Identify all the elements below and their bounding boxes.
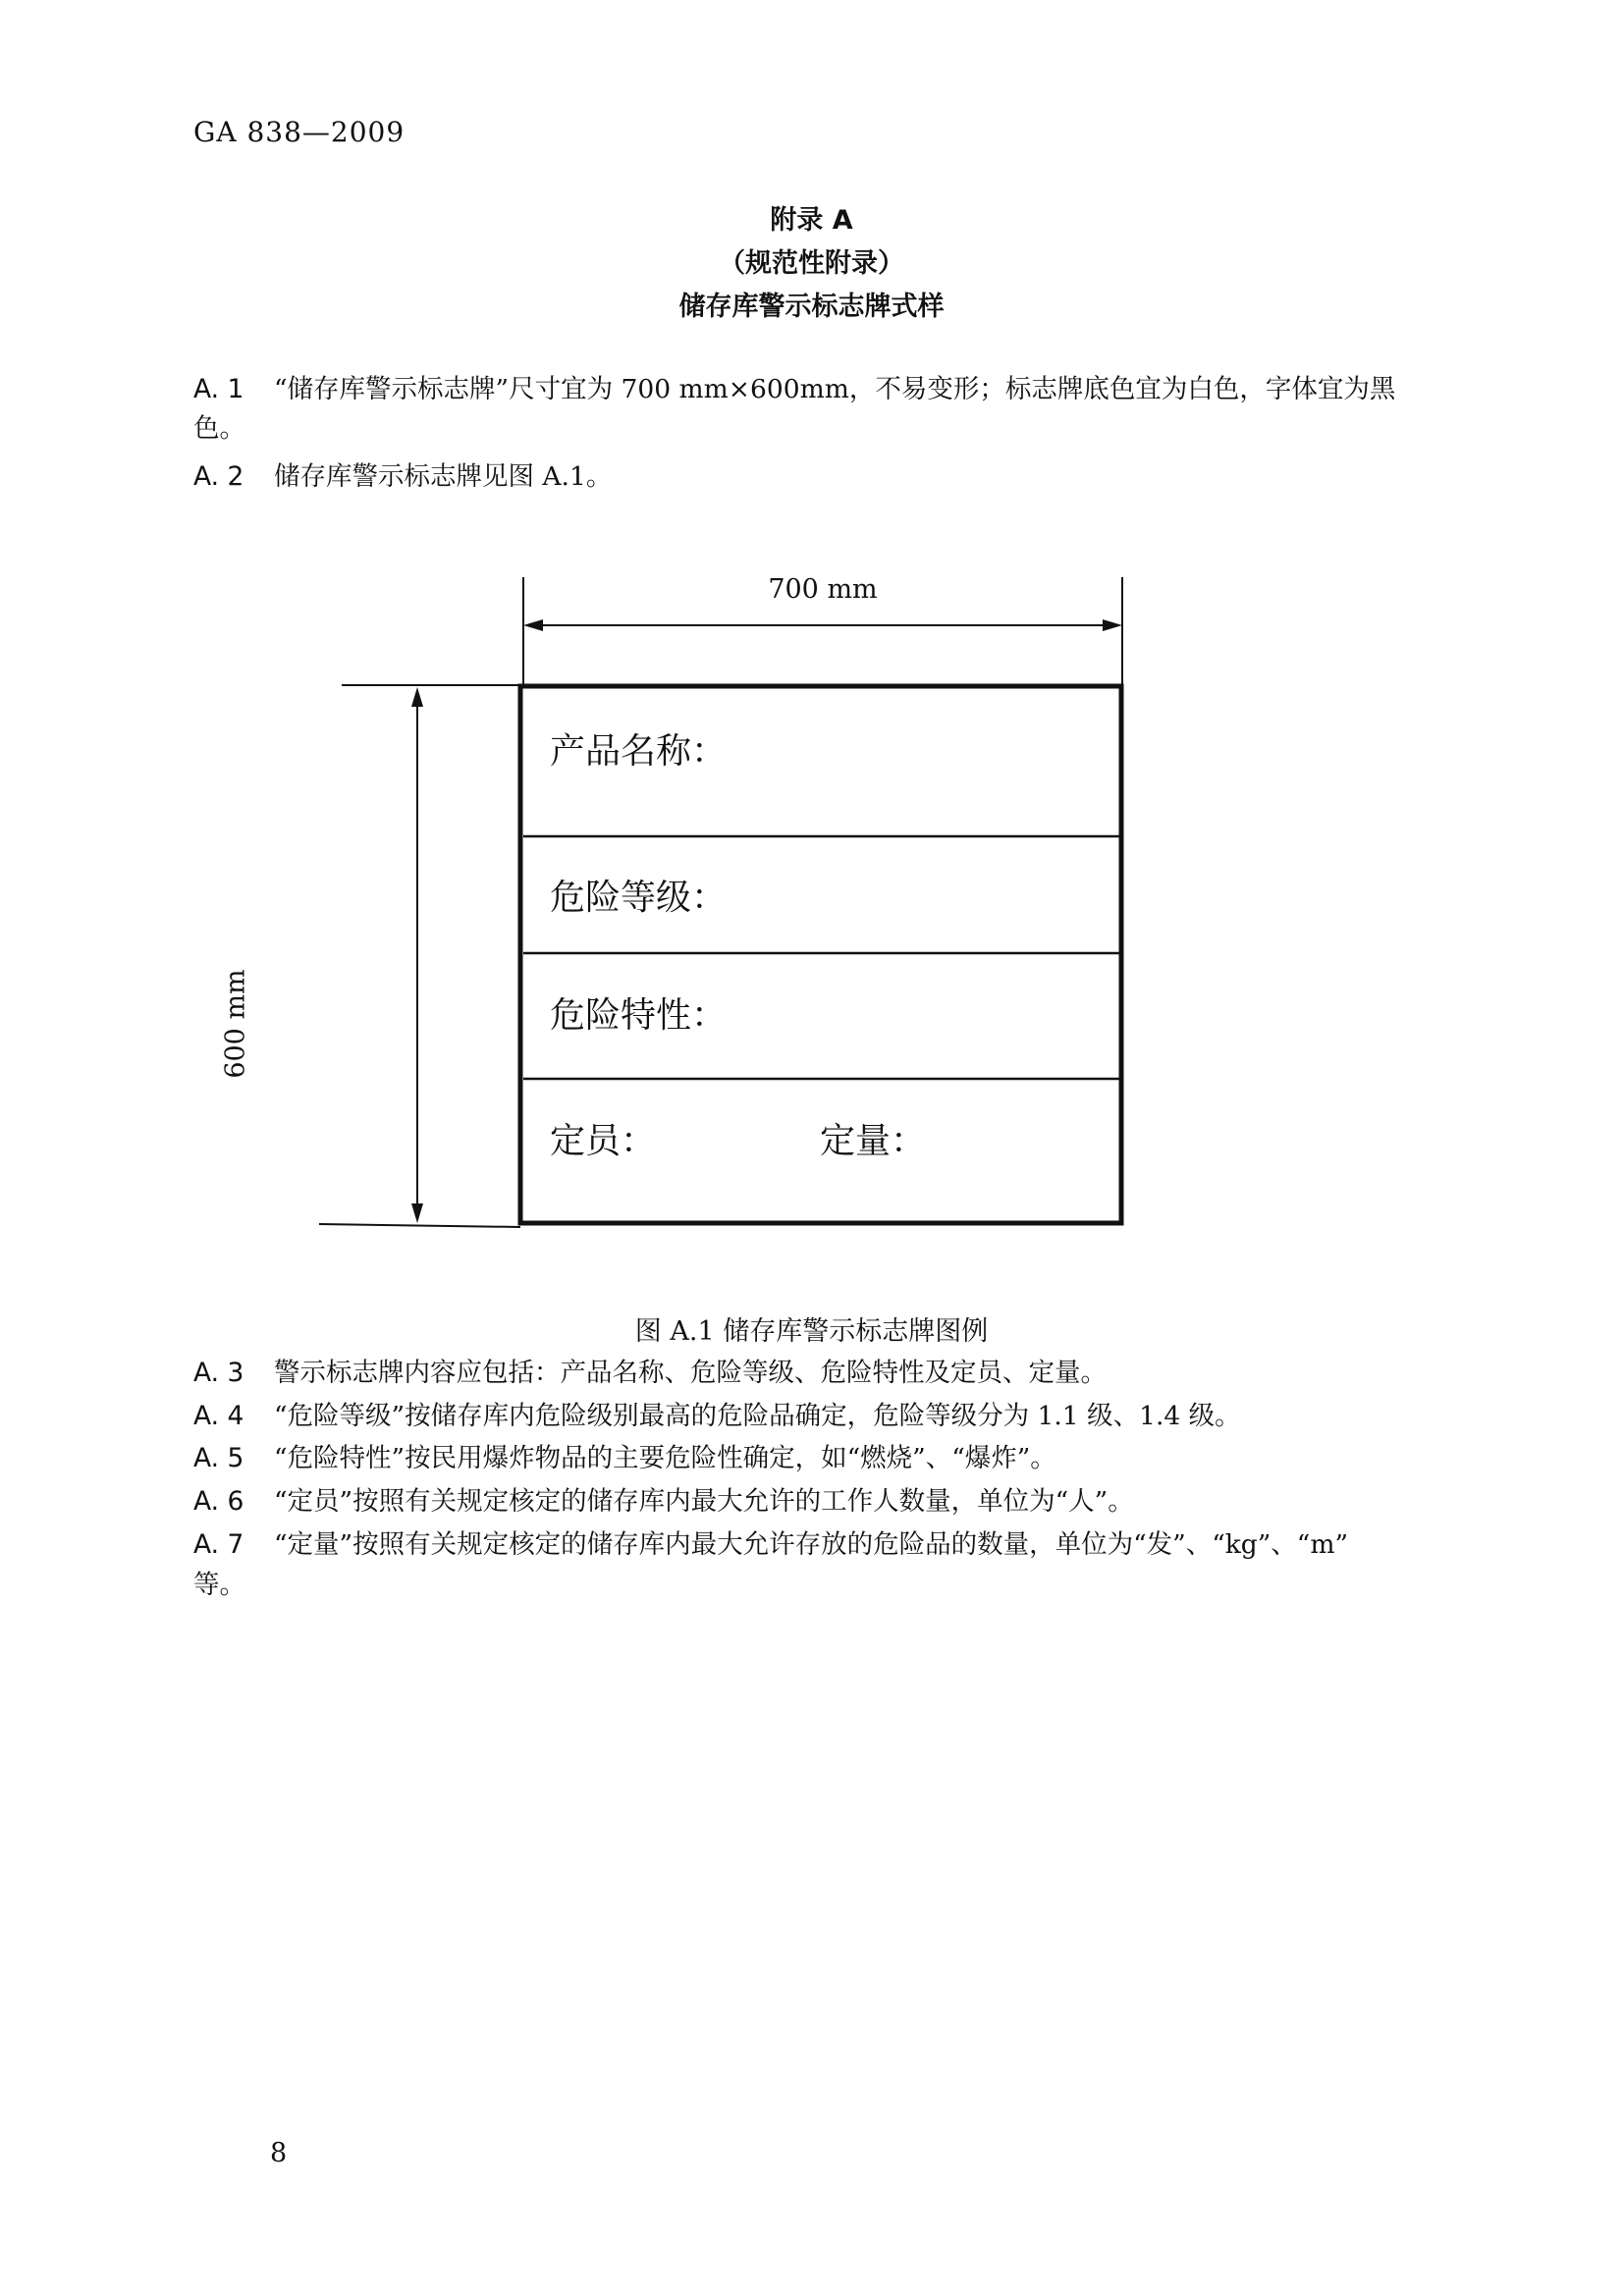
clause-text: “定员”按照有关规定核定的储存库内最大允许的工作人数量，单位为“人”。 <box>274 1486 1134 1517</box>
standard-code: GA 838—2009 <box>193 116 406 148</box>
clause-number: A. 5 <box>193 1443 244 1473</box>
appendix-title: 附录 A <box>770 205 853 236</box>
clause-text: 警示标志牌内容应包括：产品名称、危险等级、危险特性及定员、定量。 <box>274 1358 1107 1388</box>
appendix-nature: （规范性附录） <box>719 248 904 279</box>
height-label-text: 600 mm <box>220 969 251 1079</box>
sign-staff-quota: 定员： <box>550 1121 657 1161</box>
clause-a6 <box>193 1482 1134 1522</box>
clause-number: A. 6 <box>193 1486 244 1517</box>
arrowhead-right <box>1103 619 1122 631</box>
height-extension-bottom <box>319 1224 520 1227</box>
clause-a7-continuation: 等。 <box>193 1570 245 1600</box>
clause-a3 <box>193 1354 1107 1393</box>
clause-a7 <box>193 1525 1348 1565</box>
sign-product-name: 产品名称： <box>550 731 728 772</box>
clause-number: A. 7 <box>193 1529 244 1560</box>
clause-text: “危险等级”按储存库内危险级别最高的危险品确定，危险等级分为 1.1 级、1.4 级。 <box>274 1401 1241 1431</box>
clause-a4 <box>193 1397 1241 1436</box>
arrowhead-up <box>411 687 423 707</box>
sign-hazard-level: 危险等级： <box>550 878 728 918</box>
width-label: 700 mm <box>768 574 878 605</box>
clause-text: “定量”按照有关规定核定的储存库内最大允许存放的危险品的数量，单位为“发”、“kg”、“m” <box>274 1529 1349 1560</box>
clause-number: A. 4 <box>193 1401 244 1431</box>
clause-number: A. 2 <box>193 461 244 492</box>
appendix-subject: 储存库警示标志牌式样 <box>678 292 945 322</box>
clause-a1-continuation: 色。 <box>193 413 245 444</box>
page-number: 8 <box>270 2138 288 2168</box>
clause-number: A. 3 <box>193 1358 244 1388</box>
arrowhead-down <box>411 1203 423 1223</box>
arrowhead-left <box>523 619 543 631</box>
sign-hazard-characteristic: 危险特性： <box>550 995 728 1036</box>
clause-a5 <box>193 1439 1056 1478</box>
clause-text: 储存库警示标志牌见图 A.1。 <box>274 461 613 492</box>
figure-caption: 图 A.1 储存库警示标志牌图例 <box>634 1316 989 1347</box>
clause-text: “危险特性”按民用爆炸物品的主要危险性确定，如“燃烧”、“爆炸”。 <box>274 1443 1056 1473</box>
clause-text: “储存库警示标志牌”尺寸宜为 700 mm×600mm，不易变形；标志牌底色宜为白色，字体宜为黑 <box>274 374 1396 404</box>
sign-quantity-quota: 定量： <box>820 1121 927 1161</box>
height-label <box>221 902 251 1098</box>
clause-number: A. 1 <box>193 374 244 404</box>
